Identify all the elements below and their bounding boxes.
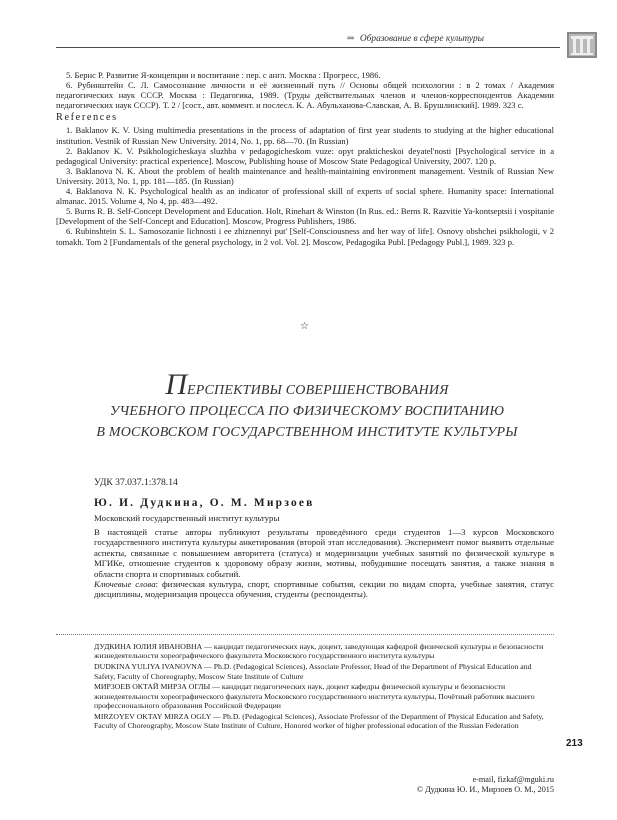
- section-title-text: Образование в сфере культуры: [359, 34, 484, 44]
- keywords: [94, 579, 554, 600]
- article-title: [60, 368, 554, 443]
- page-number: 213: [566, 738, 583, 749]
- authors: Ю. И. Дудкина, О. М. Мирзоев: [94, 497, 315, 509]
- bio-item: MIRZOYEV OKTAY MIRZA OGLY — Ph.D. (Pedagogical Sciences), Associate Professor of the Department of Physical Education and Safety, Faculty of Choreography, Moscow State Institute of Culture, Honored worker of higher professional education of the Russian Federation: [94, 711, 544, 731]
- udk-code: УДК 37.037.1:378.14: [94, 477, 178, 488]
- title-initial: П: [165, 368, 187, 401]
- reference-item: 1. Baklanov K. V. Using multimedia presentations in the process of adaptation of first year students to studying at the higher educational institution. Vestnik of Russian New University. 2014, No. 1, pp. 68—70. (In Russian): [56, 125, 554, 146]
- reference-item: 5. Бернс Р. Развитие Я-концепции и воспитание : пер. с англ. Москва : Прогресс, 1986.: [66, 70, 381, 80]
- reference-item: 2. Baklanov K. V. Psikhologicheskaya sluzhba v pedagogicheskom vuze: opyt prakticheskoi deyatel'nosti [Psychological service in a pedagogical University: practical experience]. Moscow, Publishing house of Moscow State Pedagogical University, 2007. 120 p.: [56, 145, 554, 166]
- copyright: © Дудкина Ю. И., Мирзоев О. М., 2015: [416, 784, 554, 794]
- title-line-1: ПЕРСПЕКТИВЫ СОВЕРШЕНСТВОВАНИЯ: [165, 368, 449, 401]
- title-line-2: УЧЕБНОГО ПРОЦЕССА ПО ФИЗИЧЕСКОМУ ВОСПИТАНИЮ: [109, 404, 505, 419]
- reference-item: 6. Рубинштейн С. Л. Самосознание личности и её жизненный путь // Основы общей психологии : в 2 томах / Академия педагогических наук СССР. Москва : Педагогика, 1989. (Труды действительных членов и членов-корреспондентов Академии педагогических наук СССР). Т. 2 / [сост., авт. коммент. и послесл. К. А. Абульханова-Славская, А. В. Брушлинский]. 1989. 323 с.: [56, 80, 554, 111]
- running-header: [0, 33, 560, 51]
- author-bios: [94, 642, 554, 732]
- keywords-text: : физическая культура, спорт, спортивные события, секции по видам спорта, учебные занятия, статус дисциплины, модернизация процесса обучения, студенты (респонденты).: [94, 579, 554, 600]
- reference-item: 6. Rubinshtein S. L. Samosozanie lichnosti i ee zhiznennyi put' [Self-Consciousness and her way of life]. Osnovy obshchei psikhologii, v 2 tomakh. Tom 2 [Fundamentals of the general psychology, in 2 vol. Vol. 2]. Moscow, Pedagogika Publ. [Pedagogy Publ.], 1989. 323 p.: [56, 226, 554, 247]
- abstract-text: В настоящей статье авторы публикуют результаты проведённого среди студентов 1—3 курсов Московского государственного института культуры анкетирования (второй этап исследования). Эксперимент помог выявить отдельные аспекты, связанные с повышением авторитета (статуса) и модернизации учебных занятий по физической культуре в МГИКе, отношение студентов к здоровому образу жизни, мотивы, побудившие посещать занятия, а также знания в области спорта и спортивных событий.: [94, 527, 554, 579]
- header-rule: [56, 47, 560, 48]
- bio-item: МИРЗОЕВ ОКТАЙ МИРЗА ОГЛЫ — кандидат педагогических наук, доцент кафедры физической культуры и безопасности жизнедеятельности хореографического факультета Московского государственного института культуры, Почётный работник высшего профессионального образования Российской Федерации: [94, 682, 535, 711]
- footer-contacts: [417, 775, 554, 794]
- abstract: [94, 527, 554, 600]
- journal-logo-icon: [566, 28, 598, 60]
- arrow-right-icon: ⇒: [346, 34, 355, 44]
- keywords-label: Ключевые слова: [94, 579, 156, 590]
- separator-star-icon: ☆: [300, 321, 309, 332]
- dotted-divider: [56, 634, 554, 635]
- bio-item: DUDKINA YULIYA IVANOVNA — Ph.D. (Pedagogical Sciences), Associate Professor, Head of the Department of Physical Education and Safety, Faculty of Choreography, Moscow State Institute of Culture: [94, 662, 532, 681]
- references-heading: References: [56, 112, 118, 124]
- bio-item: ДУДКИНА ЮЛИЯ ИВАНОВНА — кандидат педагогических наук, доцент, заведующая кафедрой физической культуры и безопасности жизнедеятельности хореографического факультета Московского государственного института культуры: [94, 642, 544, 661]
- reference-item: 3. Baklanova N. K. About the problem of health maintenance and health-maintaining environment management. Vestnik of Russian New University. 2013, No. 1, pp. 181—185. (In Russian): [56, 165, 554, 186]
- references-section: [56, 70, 554, 247]
- reference-item: 4. Baklanova N. K. Psychological health as an indicator of professional skill of experts of social sphere. Humanity space: International almanac. 2015. Volume 4, No 4, pp. 483—492.: [56, 186, 554, 207]
- email: e-mail, fizkaf@mguki.ru: [472, 775, 554, 784]
- title-line-3: В МОСКОВСКОМ ГОСУДАРСТВЕННОМ ИНСТИТУТЕ КУЛЬТУРЫ: [96, 425, 518, 440]
- institution: Московский государственный институт культуры: [94, 513, 280, 523]
- section-title: [347, 33, 484, 44]
- reference-item: 5. Burns R. B. Self-Concept Development and Education. Holt, Rinehart & Winston (In Rus. ed.: Berns R. Razvitie Ya-kontseptsii i vospitanie [Development of the Self-Concept and Education]. Moscow, Progress Publishers, 1986.: [56, 206, 554, 227]
